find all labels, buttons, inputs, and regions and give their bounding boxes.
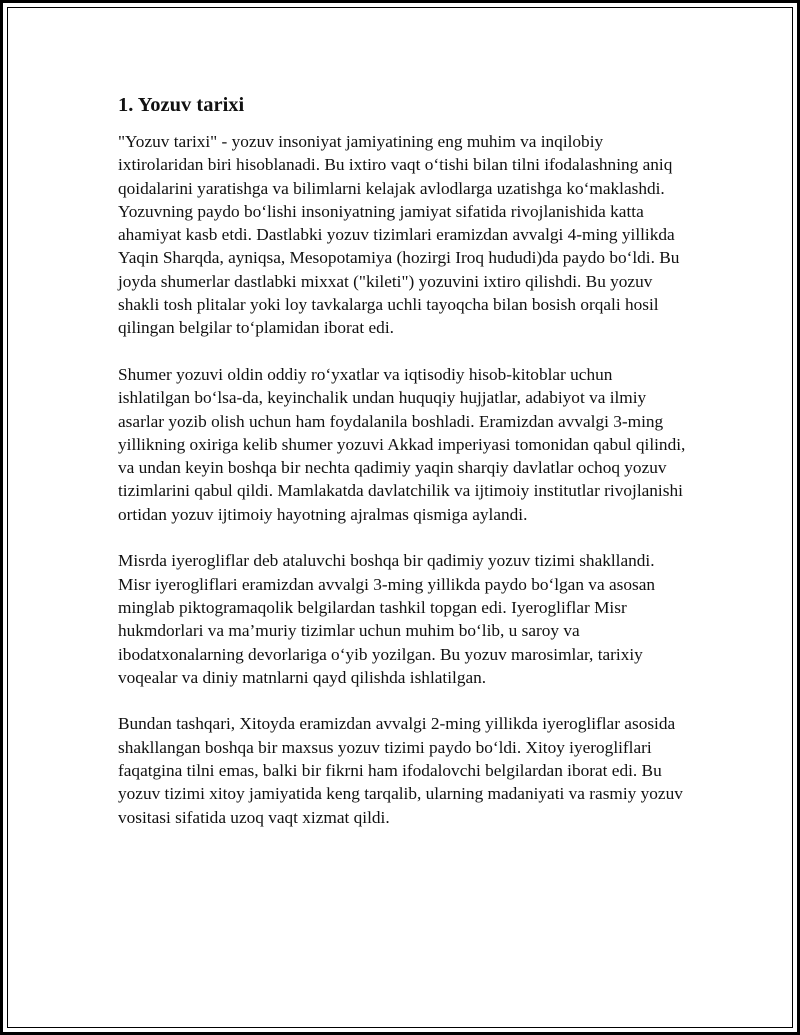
paragraph-2: Shumer yozuvi oldin oddiy ro‘yxatlar va iqtisodiy hisob-kitoblar uchun ishlatilgan bo‘lsa-da, keyinchalik undan huquqiy hujjatlar, adabiyot va ilmiy asarlar yozib olish uchun ham foydalanila boshladi. Eramizdan avvalgi 3-ming yillikning oxiriga kelib shumer yozuvi Akkad imperiyasi tomonidan qabul qilindi, va undan keyin boshqa bir nechta qadimiy yaqin sharqiy davlatlar ochoq yozuv tizimlarini qabul qildi. Mamlakatda davlatchilik va ijtimoiy institutlar rivojlanishi ortidan yozuv ijtimoiy hayotning ajralmas qismiga aylandi.: [118, 364, 686, 524]
section-heading: 1. Yozuv tarixi: [118, 94, 245, 116]
paragraph-4: Bundan tashqari, Xitoyda eramizdan avvalgi 2-ming yillikda iyerogliflar asosida shakllangan boshqa bir maxsus yozuv tizimi paydo bo‘ldi. Xitoy iyerogliflari faqatgina tilni emas, balki bir fikrni ham ifodalovchi belgilardan iborat edi. Bu yozuv tizimi xitoy jamiyatida keng tarqalib, ularning madaniyati va rasmiy yozuv vositasi sifatida uzoq vaqt xizmat qildi.: [118, 714, 683, 827]
paragraph-1: "Yozuv tarixi" - yozuv insoniyat jamiyatining eng muhim va inqilobiy ixtirolaridan biri hisoblanadi. Bu ixtiro vaqt o‘tishi bilan tilni ifodalashning aniq qoidalarini yaratishga va bilimlarni kelajak avlodlarga uzatishga ko‘maklashdi. Yozuvning paydo bo‘lishi insoniyatning jamiyat sifatida rivojlanishida katta ahamiyat kasb etdi. Dastlabki yozuv tizimlari eramizdan avvalgi 4-ming yillikda Yaqin Sharqda, ayniqsa, Mesopotamiya (hozirgi Iroq hududi)da paydo bo‘ldi. Bu joyda shumerlar dastlabki mixxat ("kileti") yozuvini ixtiro qilishdi. Bu yozuv shakli tosh plitalar yoki loy tavkalarga uchli tayoqcha bilan bosish orqali hosil qilingan belgilar to‘plamidan iborat edi.: [118, 132, 680, 338]
paragraph-3: Misrda iyerogliflar deb ataluvchi boshqa bir qadimiy yozuv tizimi shakllandi. Misr iyerogliflari eramizdan avvalgi 3-ming yillikda paydo bo‘lgan va asosan minglab piktogramaqolik belgilardan tashkil topgan edi. Iyerogliflar Misr hukmdorlari va ma’muriy tizimlar uchun muhim bo‘lib, u saroy va ibodatxonalarning devorlariga o‘yib yozilgan. Bu yozuv marosimlar, tarixiy voqealar va diniy matnlarni qayd qilishda ishlatilgan.: [118, 551, 656, 687]
document-body: [118, 91, 688, 852]
